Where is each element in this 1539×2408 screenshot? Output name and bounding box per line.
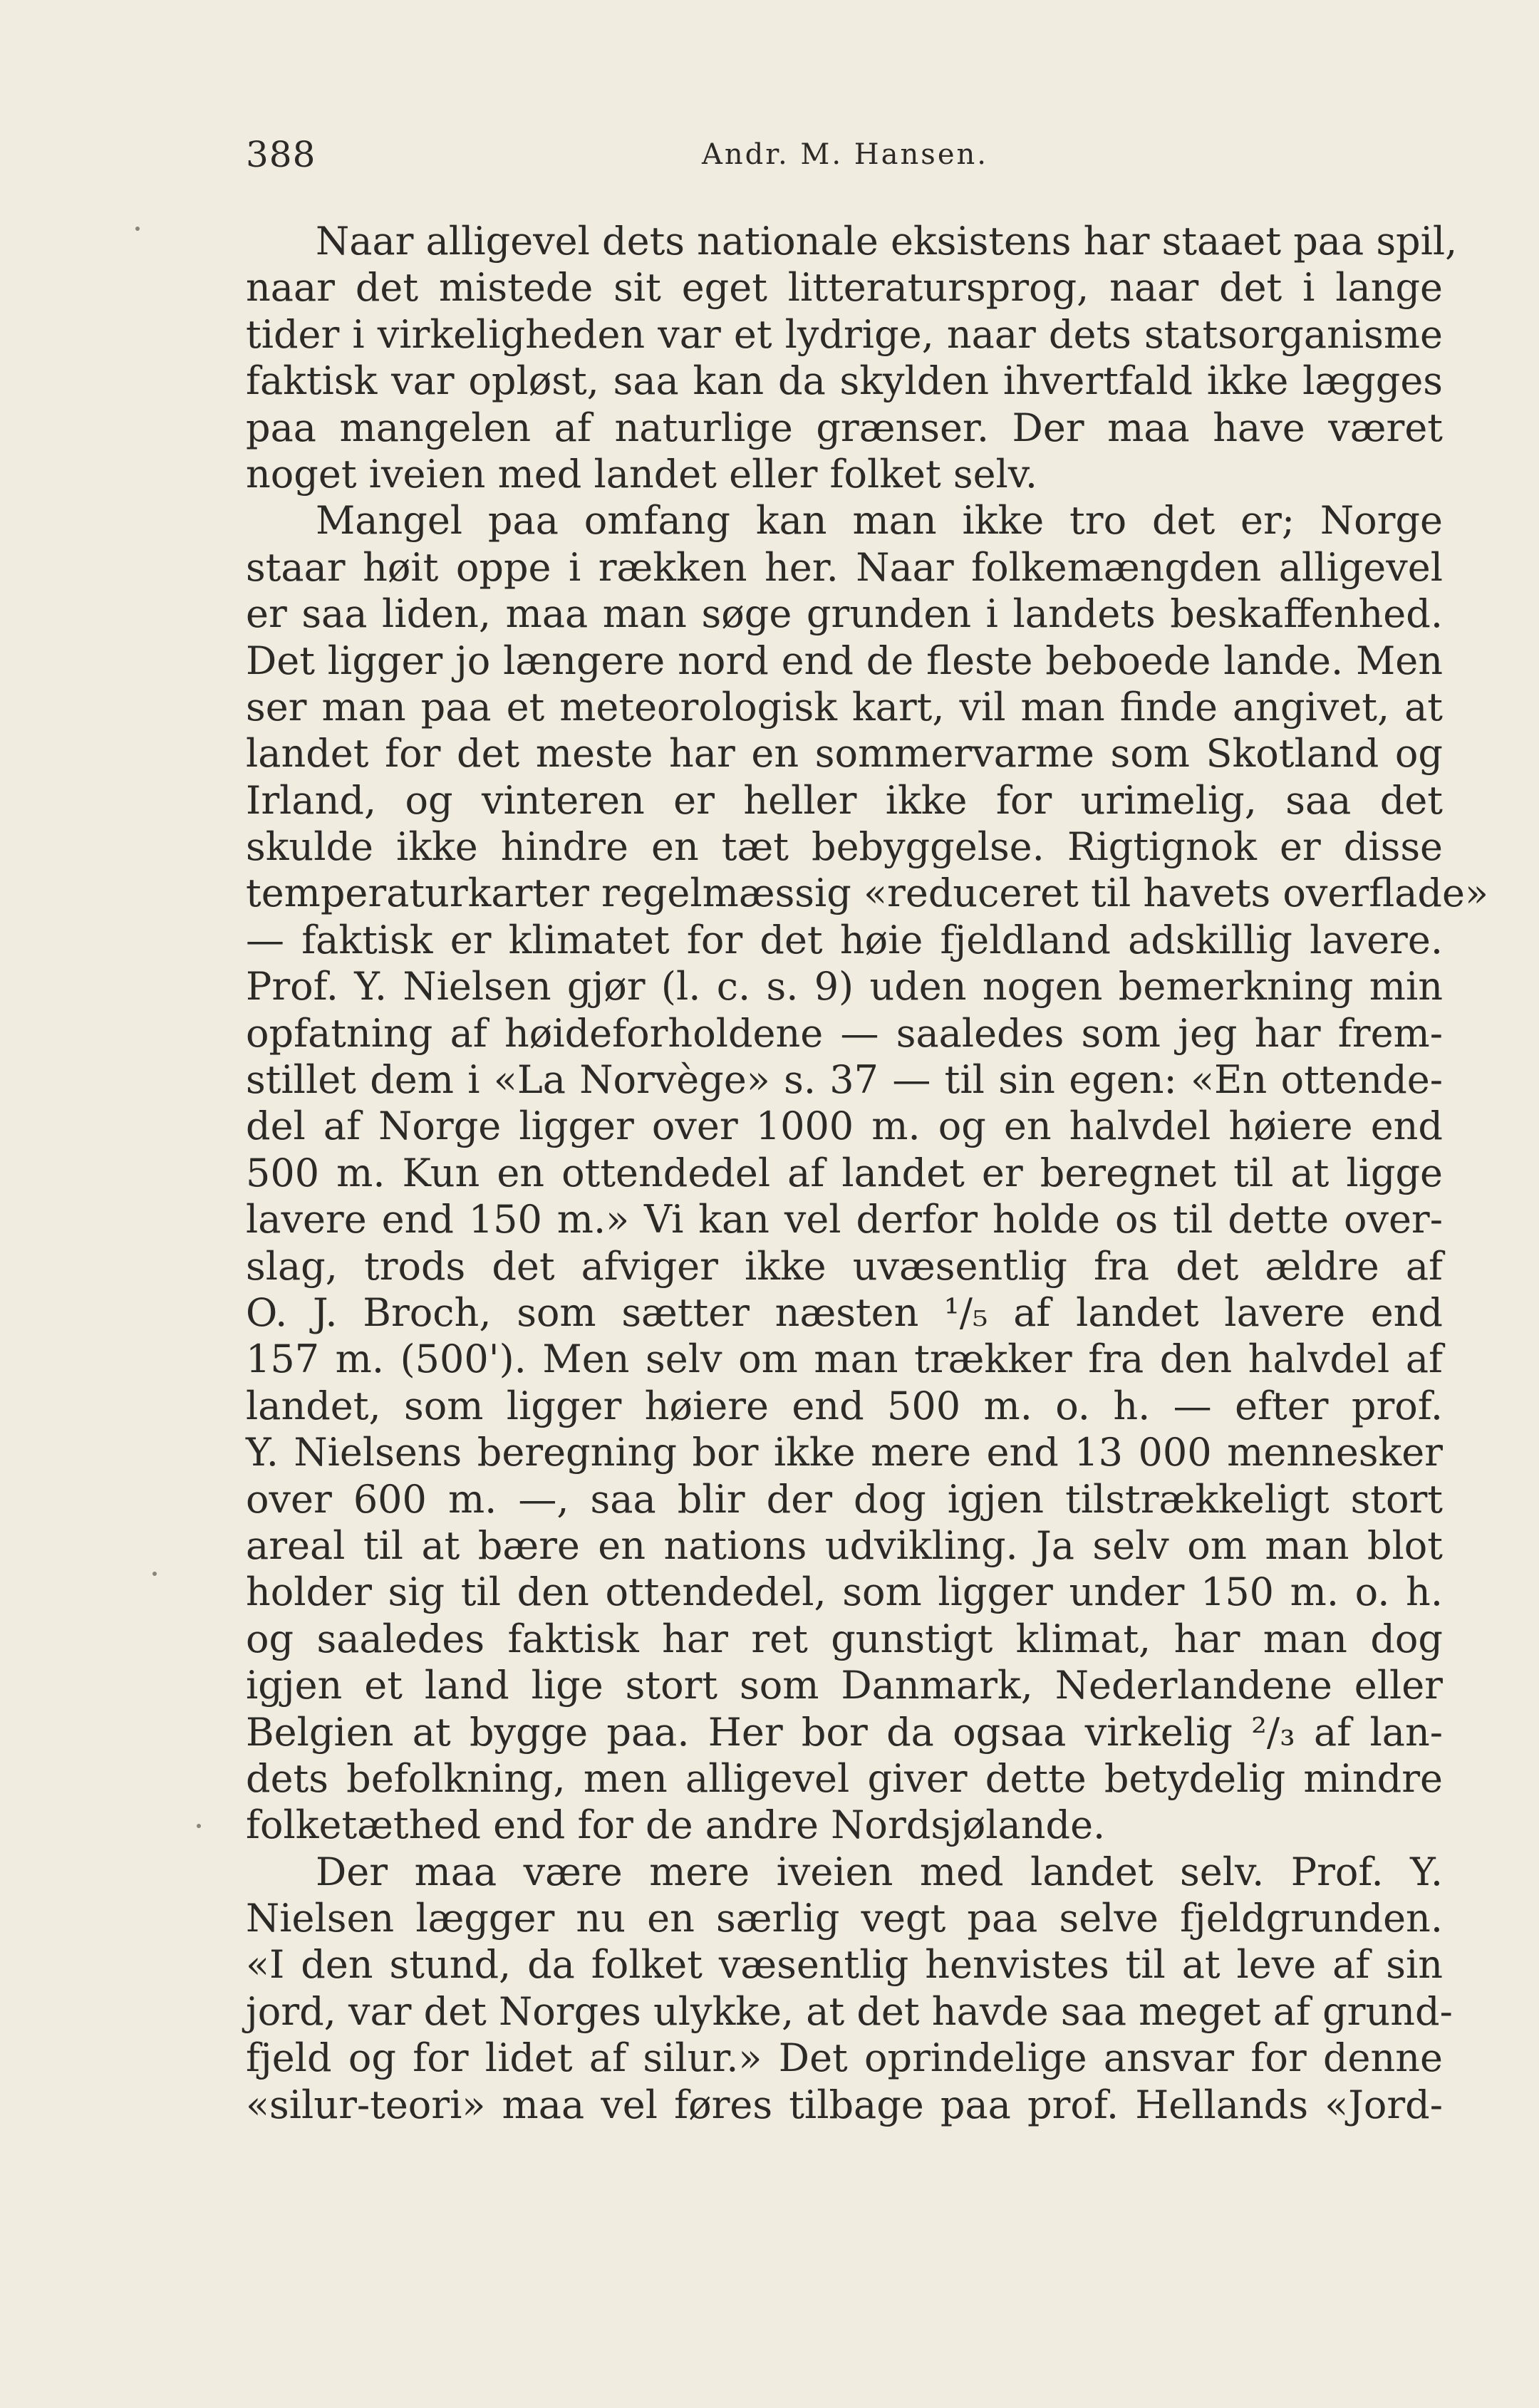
- text-line: «silur-teori» maa vel føres tilbage paa prof. Hellands «Jord-: [246, 2082, 1443, 2127]
- text-line: holder sig til den ottendedel, som ligger under 150 m. o. h.: [246, 1569, 1443, 1615]
- body-text: [246, 218, 1488, 2128]
- text-line: Det ligger jo længere nord end de fleste beboede lande. Men: [246, 638, 1443, 683]
- text-line: fjeld og for lidet af silur.» Det oprindelige ansvar for denne: [246, 2035, 1443, 2081]
- text-line: O. J. Broch, som sætter næsten ¹/₅ af landet lavere end: [246, 1289, 1443, 1335]
- text-line: stillet dem i «La Norvège» s. 37 — til sin egen: «En ottende-: [246, 1057, 1443, 1103]
- text-line: Belgien at bygge paa. Her bor da ogsaa virkelig ²/₃ af lan-: [246, 1709, 1443, 1755]
- text-line: paa mangelen af naturlige grænser. Der maa have været: [246, 405, 1443, 450]
- text-line: over 600 m. —, saa blir der dog igjen tilstrækkeligt stort: [246, 1476, 1443, 1522]
- text-line: «I den stund, da folket væsentlig henvistes til at leve af sin: [246, 1942, 1443, 1988]
- text-line: Irland, og vinteren er heller ikke for urimelig, saa det: [246, 777, 1443, 823]
- text-line: — faktisk er klimatet for det høie fjeldland adskillig lavere.: [246, 917, 1443, 962]
- text-line: temperaturkarter regelmæssig «reduceret til havets overflade»: [246, 871, 1488, 916]
- text-line: naar det mistede sit eget litteratursprog, naar det i lange: [246, 265, 1443, 311]
- text-line: ser man paa et meteorologisk kart, vil man finde angivet, at: [246, 684, 1443, 730]
- text-line: Mangel paa omfang kan man ikke tro det er; Norge: [316, 498, 1443, 544]
- text-line: opfatning af høideforholdene — saaledes som jeg har frem-: [246, 1010, 1443, 1056]
- text-line: noget iveien med landet eller folket selv.: [246, 451, 1038, 497]
- text-line: dets befolkning, men alligevel giver dette betydelig mindre: [246, 1755, 1443, 1801]
- paper-speck: [135, 227, 140, 231]
- text-line: Y. Nielsens beregning bor ikke mere end 13 000 mennesker: [246, 1430, 1443, 1475]
- text-line: er saa liden, maa man søge grunden i landets beskaffenhed.: [246, 591, 1443, 637]
- text-line: del af Norge ligger over 1000 m. og en halvdel høiere end: [246, 1104, 1443, 1149]
- paper-speck: [197, 1824, 201, 1828]
- text-line: folketæthed end for de andre Nordsjølande.: [246, 1802, 1106, 1848]
- text-line: landet for det meste har en sommervarme som Skotland og: [246, 731, 1443, 777]
- text-line: skulde ikke hindre en tæt bebyggelse. Rigtignok er disse: [246, 824, 1443, 870]
- page-number: 388: [246, 134, 316, 175]
- page-header: [246, 134, 1443, 198]
- text-line: 500 m. Kun en ottendedel af landet er beregnet til at ligge: [246, 1150, 1443, 1195]
- text-line: landet, som ligger høiere end 500 m. o. h. — efter prof.: [246, 1383, 1443, 1428]
- text-line: Prof. Y. Nielsen gjør (l. c. s. 9) uden nogen bemerkning min: [246, 964, 1443, 1010]
- text-line: 157 m. (500'). Men selv om man trækker fra den halvdel af: [246, 1337, 1443, 1382]
- text-line: faktisk var opløst, saa kan da skylden ihvertfald ikke lægges: [246, 358, 1443, 404]
- running-head: Andr. M. Hansen.: [702, 138, 988, 171]
- text-line: areal til at bære en nations udvikling. Ja selv om man blot: [246, 1522, 1443, 1568]
- text-line: Nielsen lægger nu en særlig vegt paa selve fjeldgrunden.: [246, 1896, 1443, 1941]
- paper-speck: [152, 1572, 157, 1576]
- text-line: slag, trods det afviger ikke uvæsentlig fra det ældre af: [246, 1243, 1443, 1289]
- text-line: igjen et land lige stort som Danmark, Nederlandene eller: [246, 1663, 1443, 1708]
- text-line: og saaledes faktisk har ret gunstigt klimat, har man dog: [246, 1616, 1443, 1661]
- text-line: staar høit oppe i rækken her. Naar folkemængden alligevel: [246, 544, 1443, 590]
- text-line: Naar alligevel dets nationale eksistens har staaet paa spil,: [316, 219, 1458, 264]
- text-line: jord, var det Norges ulykke, at det havde saa meget af grund-: [246, 1988, 1453, 2034]
- text-line: lavere end 150 m.» Vi kan vel derfor holde os til dette over-: [246, 1197, 1443, 1242]
- text-line: Der maa være mere iveien med landet selv. Prof. Y.: [316, 1849, 1443, 1894]
- text-line: tider i virkeligheden var et lydrige, naar dets statsorganisme: [246, 311, 1443, 357]
